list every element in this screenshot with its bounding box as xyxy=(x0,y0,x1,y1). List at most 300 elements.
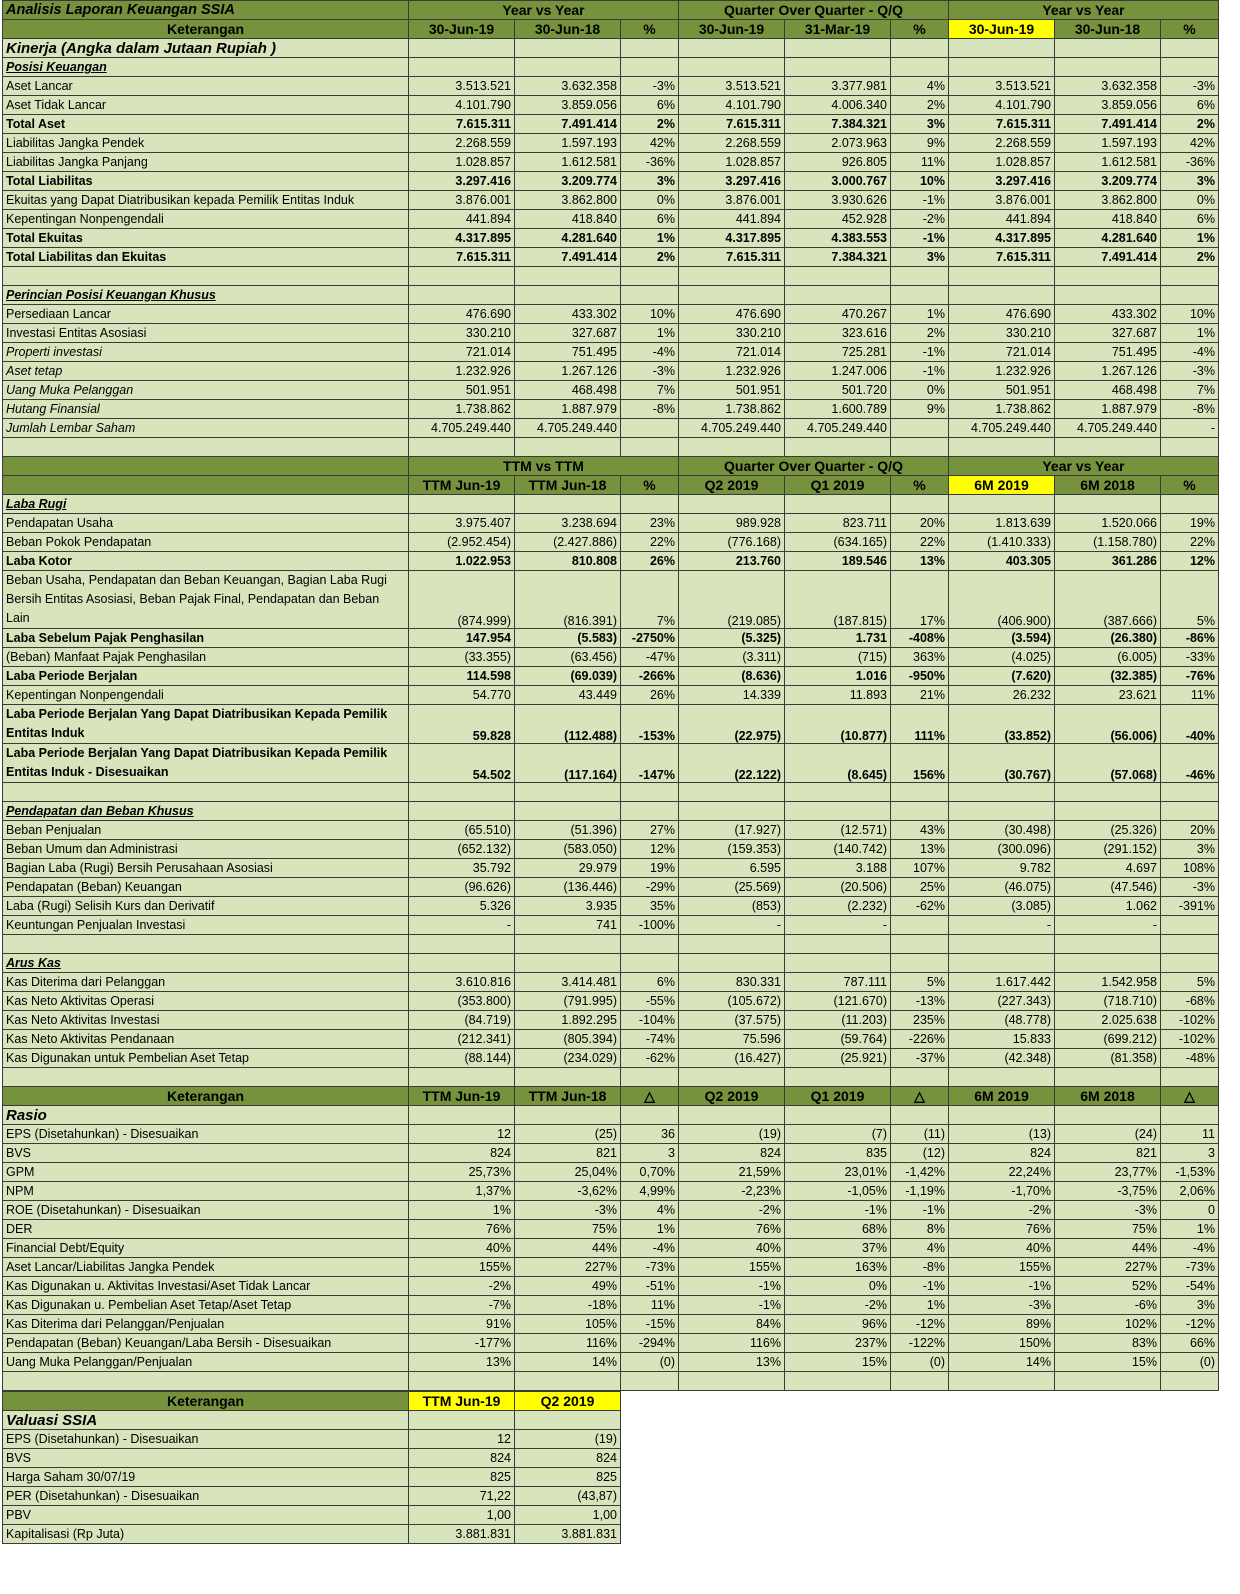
empty-cell xyxy=(891,935,949,954)
empty-cell xyxy=(409,39,515,58)
column-header: % xyxy=(621,20,679,39)
row-label: Laba Sebelum Pajak Penghasilan xyxy=(3,629,409,648)
table-row xyxy=(3,897,1219,916)
value-cell: 7.491.414 xyxy=(515,248,621,267)
row-label: BVS xyxy=(3,1449,409,1468)
value-cell: (0) xyxy=(621,1353,679,1372)
table-row xyxy=(3,77,1219,96)
table-row xyxy=(3,1430,621,1449)
value-cell: 105% xyxy=(515,1315,621,1334)
value-cell: 43% xyxy=(891,821,949,840)
value-cell: 3.377.981 xyxy=(785,77,891,96)
value-cell: -1,53% xyxy=(1161,1163,1219,1182)
value-cell: (136.446) xyxy=(515,878,621,897)
empty-cell xyxy=(891,58,949,77)
value-cell: 3.881.831 xyxy=(515,1525,621,1544)
value-cell: 3.209.774 xyxy=(1055,172,1161,191)
value-cell: 155% xyxy=(949,1258,1055,1277)
empty-cell xyxy=(785,1106,891,1125)
value-cell: (187.815) xyxy=(785,571,891,629)
value-cell: 1% xyxy=(621,229,679,248)
value-cell: 4.705.249.440 xyxy=(679,419,785,438)
value-cell: -177% xyxy=(409,1334,515,1353)
value-cell: -33% xyxy=(1161,648,1219,667)
row-label: EPS (Disetahunkan) - Disesuaikan xyxy=(3,1430,409,1449)
empty-cell xyxy=(891,783,949,802)
empty-cell xyxy=(1055,58,1161,77)
value-cell: (715) xyxy=(785,648,891,667)
value-cell: 111% xyxy=(891,705,949,744)
value-cell: 25,04% xyxy=(515,1163,621,1182)
value-cell: 49% xyxy=(515,1277,621,1296)
value-cell: -8% xyxy=(621,400,679,419)
row-label: Kas Diterima dari Pelanggan/Penjualan xyxy=(3,1315,409,1334)
value-cell: -37% xyxy=(891,1049,949,1068)
value-cell: 3.610.816 xyxy=(409,973,515,992)
value-cell: 4.317.895 xyxy=(679,229,785,248)
value-cell: 1.738.862 xyxy=(409,400,515,419)
value-cell: - xyxy=(785,916,891,935)
value-cell: 75.596 xyxy=(679,1030,785,1049)
value-cell: -1% xyxy=(891,191,949,210)
value-cell: 3.930.626 xyxy=(785,191,891,210)
empty-cell xyxy=(785,1068,891,1087)
value-cell: 7.615.311 xyxy=(409,248,515,267)
empty-cell xyxy=(515,1372,621,1391)
empty-cell xyxy=(1161,39,1219,58)
table-row xyxy=(3,916,1219,935)
value-cell: 22,24% xyxy=(949,1163,1055,1182)
value-cell: 361.286 xyxy=(1055,552,1161,571)
column-header: Q1 2019 xyxy=(785,1087,891,1106)
empty-cell xyxy=(1161,58,1219,77)
value-cell: 1.267.126 xyxy=(515,362,621,381)
value-cell: 476.690 xyxy=(949,305,1055,324)
column-header: TTM Jun-18 xyxy=(515,1087,621,1106)
column-header: 30-Jun-18 xyxy=(1055,20,1161,39)
value-cell: (8.645) xyxy=(785,744,891,783)
value-cell: (2.427.886) xyxy=(515,533,621,552)
empty-cell xyxy=(949,783,1055,802)
table-row xyxy=(3,744,1219,783)
spacer-row xyxy=(3,935,1219,954)
group-header: Quarter Over Quarter - Q/Q xyxy=(679,1,949,20)
column-header: Q2 2019 xyxy=(679,1087,785,1106)
empty-cell xyxy=(515,267,621,286)
table-row xyxy=(3,248,1219,267)
value-cell: 327.687 xyxy=(515,324,621,343)
group-header-row xyxy=(3,1,1219,20)
row-label: Aset Tidak Lancar xyxy=(3,96,409,115)
value-cell: 2% xyxy=(891,96,949,115)
empty-cell xyxy=(621,286,679,305)
empty-cell xyxy=(891,1372,949,1391)
empty-cell xyxy=(3,935,409,954)
empty-cell xyxy=(891,802,949,821)
empty-cell xyxy=(679,1068,785,1087)
table-row xyxy=(3,1296,1219,1315)
value-cell: (13) xyxy=(949,1125,1055,1144)
value-cell: -36% xyxy=(621,153,679,172)
table-row xyxy=(3,992,1219,1011)
table-row xyxy=(3,552,1219,571)
table-row xyxy=(3,1201,1219,1220)
row-label: Pendapatan (Beban) Keuangan xyxy=(3,878,409,897)
value-cell: 1,00 xyxy=(515,1506,621,1525)
value-cell: 27% xyxy=(621,821,679,840)
column-header: Keterangan xyxy=(3,20,409,39)
table-row xyxy=(3,533,1219,552)
value-cell: -104% xyxy=(621,1011,679,1030)
value-cell: 7.615.311 xyxy=(949,248,1055,267)
value-cell: 6% xyxy=(1161,210,1219,229)
value-cell: 23.621 xyxy=(1055,686,1161,705)
empty-cell xyxy=(409,954,515,973)
value-cell: (47.546) xyxy=(1055,878,1161,897)
row-label: Harga Saham 30/07/19 xyxy=(3,1468,409,1487)
row-label: Kepentingan Nonpengendali xyxy=(3,210,409,229)
value-cell: 821 xyxy=(515,1144,621,1163)
table-row xyxy=(3,1315,1219,1334)
value-cell: -68% xyxy=(1161,992,1219,1011)
report-title: Analisis Laporan Keuangan SSIA xyxy=(3,1,409,20)
value-cell: (652.132) xyxy=(409,840,515,859)
value-cell: 3.000.767 xyxy=(785,172,891,191)
value-cell: (353.800) xyxy=(409,992,515,1011)
value-cell: -8% xyxy=(1161,400,1219,419)
empty-cell xyxy=(3,1068,409,1087)
column-header: 6M 2018 xyxy=(1055,476,1161,495)
value-cell: 787.111 xyxy=(785,973,891,992)
value-cell: 75% xyxy=(1055,1220,1161,1239)
empty-cell xyxy=(1161,267,1219,286)
header-blank xyxy=(3,457,409,476)
value-cell: 3.513.521 xyxy=(679,77,785,96)
value-cell: 71,22 xyxy=(409,1487,515,1506)
empty-cell xyxy=(621,267,679,286)
empty-cell xyxy=(1161,1068,1219,1087)
empty-cell xyxy=(785,267,891,286)
value-cell: 9% xyxy=(891,400,949,419)
value-cell: (776.168) xyxy=(679,533,785,552)
value-cell: 13% xyxy=(679,1353,785,1372)
column-header: △ xyxy=(891,1087,949,1106)
value-cell: 3.209.774 xyxy=(515,172,621,191)
value-cell: 4.101.790 xyxy=(679,96,785,115)
value-cell: (33.355) xyxy=(409,648,515,667)
value-cell: (212.341) xyxy=(409,1030,515,1049)
value-cell: 8% xyxy=(891,1220,949,1239)
empty-cell xyxy=(515,1411,621,1430)
value-cell: 468.498 xyxy=(1055,381,1161,400)
value-cell: (117.164) xyxy=(515,744,621,783)
value-cell: 323.616 xyxy=(785,324,891,343)
value-cell: 1.232.926 xyxy=(949,362,1055,381)
row-label: Kas Neto Aktivitas Pendanaan xyxy=(3,1030,409,1049)
row-label: (Beban) Manfaat Pajak Penghasilan xyxy=(3,648,409,667)
value-cell: 147.954 xyxy=(409,629,515,648)
posisi-keuangan xyxy=(3,58,1219,77)
value-cell: 9.782 xyxy=(949,859,1055,878)
value-cell: 824 xyxy=(409,1449,515,1468)
empty-cell xyxy=(409,783,515,802)
empty-cell xyxy=(621,1372,679,1391)
value-cell: 35% xyxy=(621,897,679,916)
value-cell: 1.232.926 xyxy=(409,362,515,381)
table-row xyxy=(3,1468,621,1487)
value-cell: 1.612.581 xyxy=(1055,153,1161,172)
value-cell: -1% xyxy=(679,1296,785,1315)
table-row xyxy=(3,1353,1219,1372)
value-cell: (300.096) xyxy=(949,840,1055,859)
empty-cell xyxy=(891,286,949,305)
value-cell: 1.887.979 xyxy=(515,400,621,419)
table-row xyxy=(3,705,1219,744)
value-cell: 830.331 xyxy=(679,973,785,992)
value-cell: 156% xyxy=(891,744,949,783)
value-cell: -40% xyxy=(1161,705,1219,744)
value-cell: 0% xyxy=(785,1277,891,1296)
value-cell: 9% xyxy=(891,134,949,153)
value-cell: 3.876.001 xyxy=(949,191,1055,210)
row-label: PER (Disetahunkan) - Disesuaikan xyxy=(3,1487,409,1506)
empty-cell xyxy=(891,495,949,514)
value-cell: 116% xyxy=(679,1334,785,1353)
value-cell: 14.339 xyxy=(679,686,785,705)
value-cell: 66% xyxy=(1161,1334,1219,1353)
value-cell: -46% xyxy=(1161,744,1219,783)
empty-cell xyxy=(3,1372,409,1391)
table-row xyxy=(3,134,1219,153)
value-cell: (30.498) xyxy=(949,821,1055,840)
value-cell: -3% xyxy=(949,1296,1055,1315)
value-cell: -2750% xyxy=(621,629,679,648)
table-row xyxy=(3,1525,621,1544)
value-cell: -55% xyxy=(621,992,679,1011)
posisi-keuangan-label: Posisi Keuangan xyxy=(3,58,409,77)
empty-cell xyxy=(1161,935,1219,954)
value-cell: 26% xyxy=(621,552,679,571)
value-cell: 40% xyxy=(409,1239,515,1258)
value-cell: 76% xyxy=(949,1220,1055,1239)
value-cell: -3% xyxy=(1161,77,1219,96)
perincian-label: Perincian Posisi Keuangan Khusus xyxy=(3,286,409,305)
column-header: 6M 2019 xyxy=(949,476,1055,495)
value-cell: 2% xyxy=(1161,248,1219,267)
value-cell: -8% xyxy=(891,1258,949,1277)
value-cell: -1,05% xyxy=(785,1182,891,1201)
value-cell xyxy=(621,419,679,438)
table-row xyxy=(3,210,1219,229)
value-cell: 3% xyxy=(891,248,949,267)
value-cell: 452.928 xyxy=(785,210,891,229)
value-cell: 1% xyxy=(891,1296,949,1315)
value-cell: 721.014 xyxy=(679,343,785,362)
value-cell xyxy=(891,419,949,438)
value-cell: -36% xyxy=(1161,153,1219,172)
value-cell: 3.859.056 xyxy=(1055,96,1161,115)
row-label: Laba Periode Berjalan xyxy=(3,667,409,686)
table-row xyxy=(3,840,1219,859)
value-cell: -1% xyxy=(949,1277,1055,1296)
table-row xyxy=(3,821,1219,840)
column-header: TTM Jun-19 xyxy=(409,1392,515,1411)
value-cell: -950% xyxy=(891,667,949,686)
value-cell: 54.502 xyxy=(409,744,515,783)
column-header-row xyxy=(3,1392,621,1411)
empty-cell xyxy=(515,438,621,457)
row-label: Financial Debt/Equity xyxy=(3,1239,409,1258)
value-cell: -3,75% xyxy=(1055,1182,1161,1201)
value-cell: (7) xyxy=(785,1125,891,1144)
table-row xyxy=(3,1334,1219,1353)
value-cell: -1% xyxy=(891,229,949,248)
table-row xyxy=(3,324,1219,343)
empty-cell xyxy=(515,802,621,821)
value-cell: 43.449 xyxy=(515,686,621,705)
row-label: Jumlah Lembar Saham xyxy=(3,419,409,438)
value-cell: 0% xyxy=(891,381,949,400)
value-cell: (291.152) xyxy=(1055,840,1161,859)
table-row xyxy=(3,1239,1219,1258)
value-cell: 4.101.790 xyxy=(409,96,515,115)
value-cell: 25,73% xyxy=(409,1163,515,1182)
column-header: % xyxy=(1161,20,1219,39)
value-cell: 433.302 xyxy=(515,305,621,324)
rasio-label: Rasio xyxy=(3,1106,409,1125)
value-cell: (20.506) xyxy=(785,878,891,897)
empty-cell xyxy=(1161,1106,1219,1125)
value-cell: 237% xyxy=(785,1334,891,1353)
row-label: Investasi Entitas Asosiasi xyxy=(3,324,409,343)
value-cell: (121.670) xyxy=(785,992,891,1011)
value-cell: 3.513.521 xyxy=(409,77,515,96)
value-cell: 501.951 xyxy=(949,381,1055,400)
value-cell: 476.690 xyxy=(679,305,785,324)
value-cell: 6% xyxy=(621,210,679,229)
value-cell: 26% xyxy=(621,686,679,705)
table-row xyxy=(3,859,1219,878)
column-header: Keterangan xyxy=(3,1392,409,1411)
value-cell: 418.840 xyxy=(515,210,621,229)
table-row xyxy=(3,1011,1219,1030)
value-cell: -12% xyxy=(1161,1315,1219,1334)
value-cell: 15% xyxy=(1055,1353,1161,1372)
value-cell: (16.427) xyxy=(679,1049,785,1068)
value-cell: 13% xyxy=(891,840,949,859)
value-cell: -3% xyxy=(621,362,679,381)
column-header: % xyxy=(621,476,679,495)
column-header: TTM Jun-19 xyxy=(409,1087,515,1106)
row-label: Laba Kotor xyxy=(3,552,409,571)
value-cell: -3% xyxy=(1161,878,1219,897)
empty-cell xyxy=(891,1106,949,1125)
empty-cell xyxy=(515,39,621,58)
value-cell: (718.710) xyxy=(1055,992,1161,1011)
column-header-row xyxy=(3,1087,1219,1106)
value-cell: 14% xyxy=(515,1353,621,1372)
value-cell: 13% xyxy=(891,552,949,571)
row-label: Kas Diterima dari Pelanggan xyxy=(3,973,409,992)
value-cell: 989.928 xyxy=(679,514,785,533)
value-cell: (24) xyxy=(1055,1125,1161,1144)
value-cell: 1% xyxy=(621,324,679,343)
value-cell: 1.597.193 xyxy=(515,134,621,153)
empty-cell xyxy=(409,438,515,457)
value-cell: 91% xyxy=(409,1315,515,1334)
row-label: Beban Umum dan Administrasi xyxy=(3,840,409,859)
value-cell: -2% xyxy=(949,1201,1055,1220)
value-cell: (22.122) xyxy=(679,744,785,783)
row-label: BVS xyxy=(3,1144,409,1163)
value-cell: (1.158.780) xyxy=(1055,533,1161,552)
table-row xyxy=(3,1506,621,1525)
empty-cell xyxy=(949,495,1055,514)
value-cell: 1.520.066 xyxy=(1055,514,1161,533)
value-cell: 3.859.056 xyxy=(515,96,621,115)
value-cell: (805.394) xyxy=(515,1030,621,1049)
value-cell: 6.595 xyxy=(679,859,785,878)
value-cell: (12) xyxy=(891,1144,949,1163)
value-cell: 22% xyxy=(1161,533,1219,552)
value-cell: 21,59% xyxy=(679,1163,785,1182)
value-cell: 102% xyxy=(1055,1315,1161,1334)
column-header-row xyxy=(3,20,1219,39)
empty-cell xyxy=(679,438,785,457)
value-cell: 42% xyxy=(621,134,679,153)
value-cell: 59.828 xyxy=(409,705,515,744)
value-cell: (42.348) xyxy=(949,1049,1055,1068)
row-label: Kas Neto Aktivitas Operasi xyxy=(3,992,409,1011)
value-cell: -4% xyxy=(621,343,679,362)
value-cell: 44% xyxy=(1055,1239,1161,1258)
value-cell: 13% xyxy=(409,1353,515,1372)
empty-cell xyxy=(409,802,515,821)
column-header: % xyxy=(891,20,949,39)
value-cell: 189.546 xyxy=(785,552,891,571)
empty-cell xyxy=(621,935,679,954)
value-cell: 476.690 xyxy=(409,305,515,324)
arus-kas-label: Arus Kas xyxy=(3,954,409,973)
empty-cell xyxy=(1161,954,1219,973)
row-label: EPS (Disetahunkan) - Disesuaikan xyxy=(3,1125,409,1144)
value-cell: 23% xyxy=(621,514,679,533)
value-cell: (84.719) xyxy=(409,1011,515,1030)
group-header: Year vs Year xyxy=(949,1,1219,20)
table-row xyxy=(3,153,1219,172)
value-cell: 810.808 xyxy=(515,552,621,571)
empty-cell xyxy=(785,495,891,514)
value-cell: (634.165) xyxy=(785,533,891,552)
empty-cell xyxy=(621,438,679,457)
column-header: 30-Jun-19 xyxy=(679,20,785,39)
value-cell: (37.575) xyxy=(679,1011,785,1030)
value-cell: (6.005) xyxy=(1055,648,1161,667)
table-row xyxy=(3,115,1219,134)
value-cell: (3.085) xyxy=(949,897,1055,916)
laba-rugi-label: Laba Rugi xyxy=(3,495,409,514)
row-label: Uang Muka Pelanggan/Penjualan xyxy=(3,1353,409,1372)
value-cell: 3% xyxy=(1161,840,1219,859)
value-cell: 7% xyxy=(1161,381,1219,400)
empty-cell xyxy=(679,495,785,514)
value-cell: - xyxy=(1055,916,1161,935)
column-header: 30-Jun-18 xyxy=(515,20,621,39)
value-cell: 40% xyxy=(679,1239,785,1258)
empty-cell xyxy=(785,438,891,457)
value-cell: 15% xyxy=(785,1353,891,1372)
value-cell: 5% xyxy=(1161,973,1219,992)
